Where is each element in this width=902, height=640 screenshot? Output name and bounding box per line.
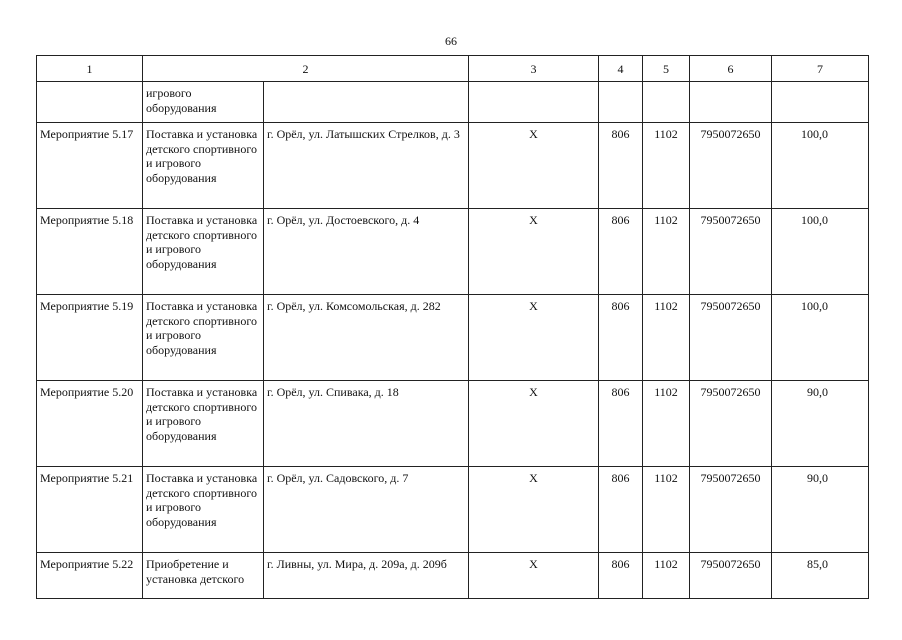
cell-col6: 7950072650	[690, 123, 772, 209]
header-cell-6: 6	[690, 56, 772, 82]
header-cell-4: 4	[599, 56, 643, 82]
cell-col6	[690, 82, 772, 123]
budget-table	[36, 55, 869, 599]
cell-event: Мероприятие 5.20	[37, 381, 143, 467]
cell-col7: 90,0	[772, 381, 869, 467]
cell-col7: 100,0	[772, 123, 869, 209]
cell-address: г. Орёл, ул. Садовского, д. 7	[264, 467, 469, 553]
cell-col7	[772, 82, 869, 123]
cell-col6: 7950072650	[690, 381, 772, 467]
header-cell-2: 2	[143, 56, 469, 82]
cell-col5: 1102	[643, 553, 690, 599]
cell-col7: 100,0	[772, 209, 869, 295]
cell-description: Поставка и установка детского спортивного и игрового оборудования	[143, 209, 264, 295]
cell-description: Поставка и установка детского спортивного и игрового оборудования	[143, 381, 264, 467]
header-cell-7: 7	[772, 56, 869, 82]
cell-address	[264, 82, 469, 123]
header-cell-5: 5	[643, 56, 690, 82]
cell-address: г. Орёл, ул. Достоевского, д. 4	[264, 209, 469, 295]
cell-col5: 1102	[643, 123, 690, 209]
cell-col4: 806	[599, 295, 643, 381]
cell-event: Мероприятие 5.18	[37, 209, 143, 295]
cell-col7: 100,0	[772, 295, 869, 381]
cell-col6: 7950072650	[690, 295, 772, 381]
header-cell-3: 3	[469, 56, 599, 82]
cell-col5	[643, 82, 690, 123]
cell-col5: 1102	[643, 209, 690, 295]
table-row-continuation	[37, 82, 869, 123]
cell-description: Поставка и установка детского спортивного и игрового оборудования	[143, 295, 264, 381]
cell-address: г. Орёл, ул. Латышских Стрелков, д. 3	[264, 123, 469, 209]
cell-col3: Х	[469, 467, 599, 553]
cell-col6: 7950072650	[690, 553, 772, 599]
table-row	[37, 209, 869, 295]
cell-col3: Х	[469, 209, 599, 295]
header-cell-1: 1	[37, 56, 143, 82]
table-row	[37, 467, 869, 553]
cell-col7: 85,0	[772, 553, 869, 599]
table-row	[37, 553, 869, 599]
cell-col6: 7950072650	[690, 467, 772, 553]
cell-col4	[599, 82, 643, 123]
cell-description: игрового оборудования	[143, 82, 264, 123]
cell-event	[37, 82, 143, 123]
cell-col4: 806	[599, 467, 643, 553]
cell-address: г. Орёл, ул. Спивака, д. 18	[264, 381, 469, 467]
cell-event: Мероприятие 5.17	[37, 123, 143, 209]
cell-col3: Х	[469, 381, 599, 467]
header-row	[37, 56, 869, 82]
cell-event: Мероприятие 5.22	[37, 553, 143, 599]
cell-col3	[469, 82, 599, 123]
cell-col4: 806	[599, 123, 643, 209]
cell-col5: 1102	[643, 467, 690, 553]
cell-col4: 806	[599, 553, 643, 599]
cell-col5: 1102	[643, 381, 690, 467]
cell-col3: Х	[469, 295, 599, 381]
cell-col5: 1102	[643, 295, 690, 381]
table-row	[37, 123, 869, 209]
cell-col6: 7950072650	[690, 209, 772, 295]
cell-col3: Х	[469, 123, 599, 209]
cell-event: Мероприятие 5.19	[37, 295, 143, 381]
cell-description: Поставка и установка детского спортивного и игрового оборудования	[143, 467, 264, 553]
cell-description: Поставка и установка детского спортивного и игрового оборудования	[143, 123, 264, 209]
cell-col7: 90,0	[772, 467, 869, 553]
page-number: 66	[445, 34, 457, 48]
cell-col4: 806	[599, 209, 643, 295]
table-row	[37, 381, 869, 467]
cell-address: г. Орёл, ул. Комсомольская, д. 282	[264, 295, 469, 381]
table-row	[37, 295, 869, 381]
cell-col3: Х	[469, 553, 599, 599]
cell-description: Приобретение и установка детского	[143, 553, 264, 599]
cell-address: г. Ливны, ул. Мира, д. 209а, д. 209б	[264, 553, 469, 599]
cell-event: Мероприятие 5.21	[37, 467, 143, 553]
cell-col4: 806	[599, 381, 643, 467]
